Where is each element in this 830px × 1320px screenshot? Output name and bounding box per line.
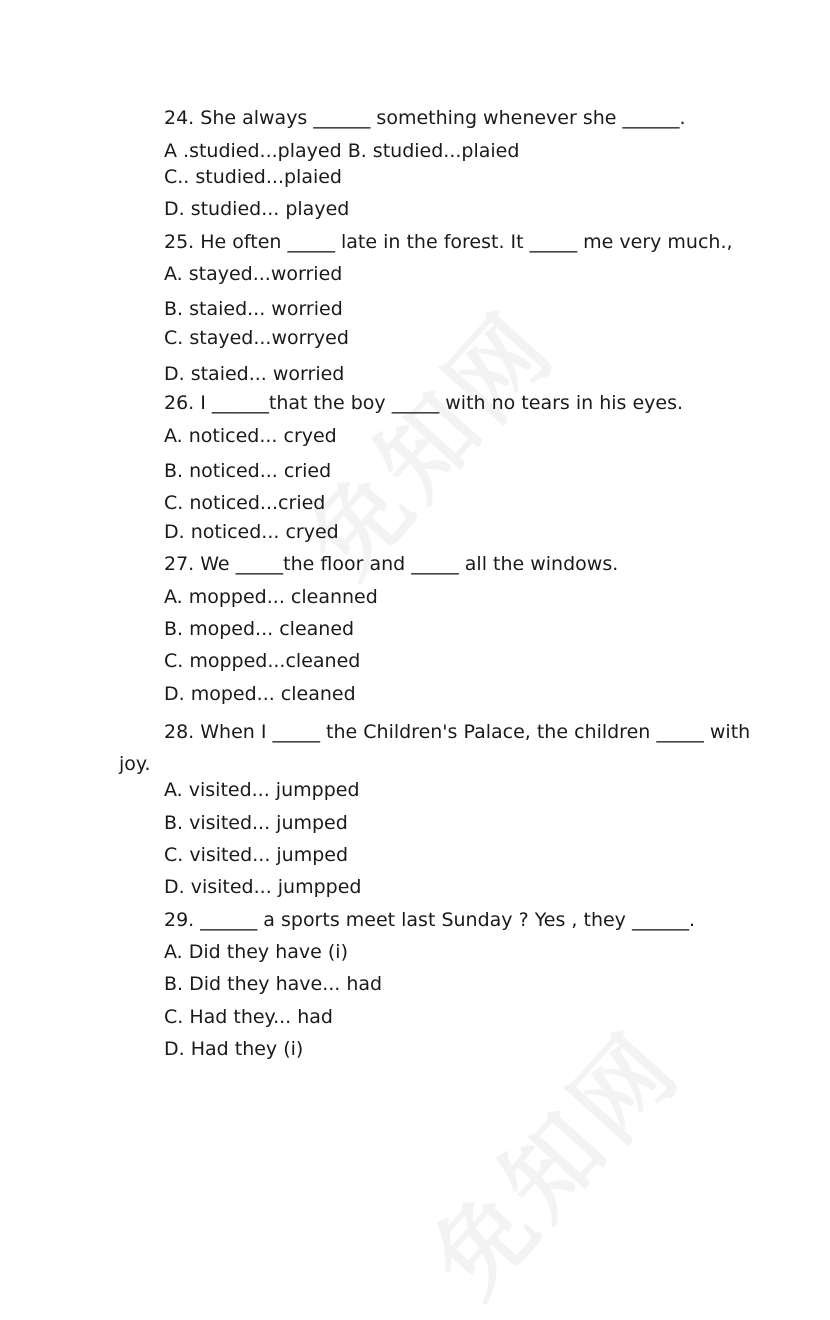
option-d: D. Had they (i) bbox=[164, 1038, 304, 1060]
option-b: B. staied... worried bbox=[164, 298, 343, 320]
question-29: 29. ______ a sports meet last Sunday ? Yes , they ______. bbox=[164, 909, 695, 931]
watermark bbox=[396, 997, 707, 1320]
question-25: 25. He often _____ late in the forest. It _____ me very much., bbox=[164, 231, 733, 253]
option-b: B. moped... cleaned bbox=[164, 618, 355, 640]
option-d: D. moped... cleaned bbox=[164, 683, 356, 705]
option-a: A. stayed...worried bbox=[164, 263, 343, 285]
question-27: 27. We _____the floor and _____ all the windows. bbox=[164, 553, 619, 575]
question-24: 24. She always ______ something whenever she ______. bbox=[164, 107, 686, 129]
question-28: 28. When I _____ the Children's Palace, the children _____ with bbox=[164, 721, 751, 743]
option-a: A. visited... jumpped bbox=[164, 779, 360, 801]
option-d: D. staied... worried bbox=[164, 363, 345, 385]
question-28-continuation: joy. bbox=[119, 753, 151, 775]
option-c: C. mopped...cleaned bbox=[164, 650, 361, 672]
option-a: A. mopped... cleanned bbox=[164, 586, 378, 608]
option-b: B. Did they have... had bbox=[164, 973, 383, 995]
option-d: D. noticed... cryed bbox=[164, 521, 339, 543]
option-b: B. noticed... cried bbox=[164, 460, 332, 482]
option-d: D. visited... jumpped bbox=[164, 876, 362, 898]
option-c: C. Had they... had bbox=[164, 1006, 333, 1028]
option-a: A. noticed... cryed bbox=[164, 425, 337, 447]
option-d: D. studied... played bbox=[164, 198, 350, 220]
option-b: B. visited... jumped bbox=[164, 812, 348, 834]
option-c: C. stayed...worryed bbox=[164, 327, 349, 349]
option-a: A .studied...played B. studied...plaied bbox=[164, 140, 520, 162]
option-c: C. visited... jumped bbox=[164, 844, 349, 866]
option-c: C.. studied...plaied bbox=[164, 166, 342, 188]
option-a: A. Did they have (i) bbox=[164, 941, 348, 963]
question-26: 26. I ______that the boy _____ with no tears in his eyes. bbox=[164, 392, 684, 414]
option-c: C. noticed...cried bbox=[164, 492, 326, 514]
